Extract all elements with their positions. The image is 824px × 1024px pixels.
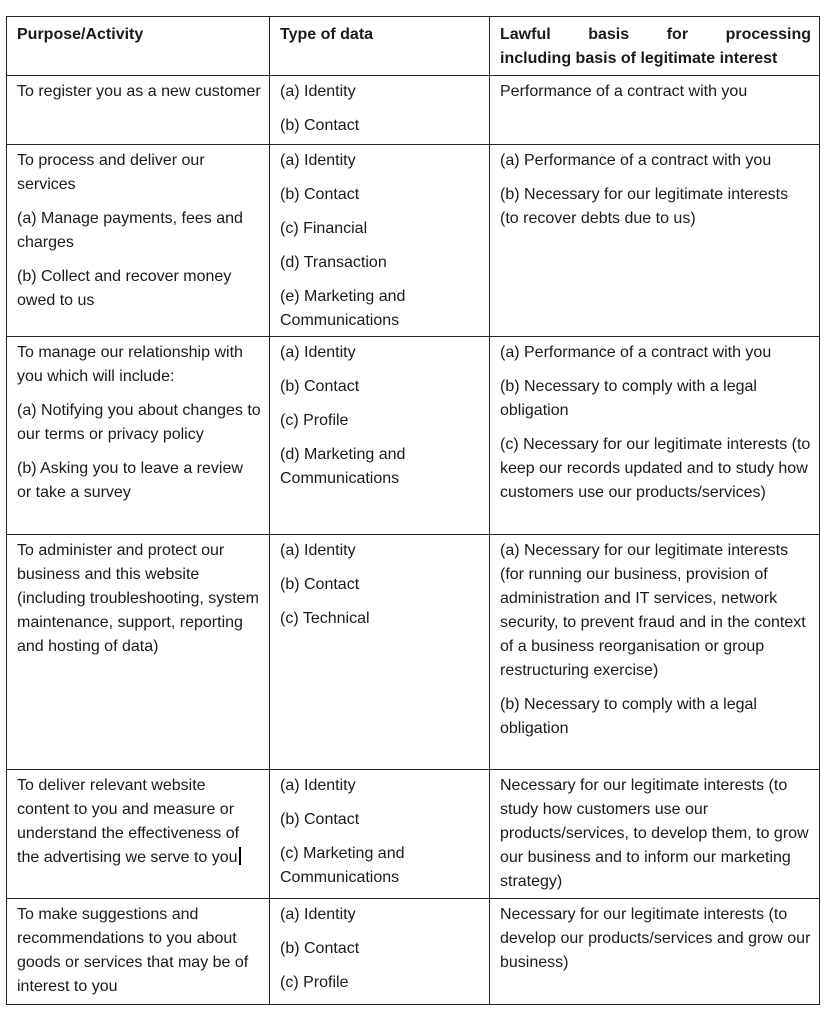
lawful-text: (b) Necessary for our legitimate interests (to recover debts due to us) xyxy=(500,186,789,227)
type-paragraph xyxy=(280,774,481,798)
type-paragraph xyxy=(280,285,481,333)
header-purpose: Purpose/Activity xyxy=(7,17,270,76)
header-lawful-line1: Lawful basis for processing xyxy=(500,26,811,43)
purpose-text: To register you as a new customer xyxy=(17,83,261,100)
cell-purpose xyxy=(7,770,270,899)
cell-purpose xyxy=(7,145,270,337)
header-type: Type of data xyxy=(270,17,490,76)
lawful-paragraph xyxy=(500,693,811,741)
type-paragraph xyxy=(280,341,481,365)
cell-lawful xyxy=(490,76,820,145)
lawful-paragraph xyxy=(500,375,811,423)
type-paragraph xyxy=(280,251,481,275)
type-paragraph xyxy=(280,937,481,961)
purpose-paragraph xyxy=(17,341,261,389)
type-text: (c) Marketing and Communications xyxy=(280,845,405,886)
purpose-paragraph xyxy=(17,207,261,255)
lawful-text: Performance of a contract with you xyxy=(500,83,748,100)
type-text: (d) Transaction xyxy=(280,254,387,271)
header-lawful-basis xyxy=(490,17,820,76)
lawful-text: (b) Necessary to comply with a legal obligation xyxy=(500,378,757,419)
lawful-paragraph xyxy=(500,80,811,104)
type-text: (b) Contact xyxy=(280,186,360,203)
type-paragraph xyxy=(280,971,481,995)
header-row xyxy=(7,17,820,76)
purpose-text: To manage our relationship with you which will include: xyxy=(17,344,243,385)
purpose-text: To make suggestions and recommendations to you about goods or services that may be of interest to you xyxy=(17,906,249,995)
cell-purpose xyxy=(7,899,270,1005)
type-paragraph xyxy=(280,573,481,597)
type-paragraph xyxy=(280,607,481,631)
type-text: (c) Financial xyxy=(280,220,368,237)
table-row xyxy=(7,145,820,337)
purpose-text: To deliver relevant website content to you and measure or understand the effectiveness of the advertising we serve to you xyxy=(17,777,240,866)
purpose-paragraph xyxy=(17,457,261,505)
cell-purpose xyxy=(7,535,270,770)
type-text: (a) Identity xyxy=(280,152,356,169)
type-text: (d) Marketing and Communications xyxy=(280,446,406,487)
purpose-text: (b) Collect and recover money owed to us xyxy=(17,268,232,309)
purpose-paragraph xyxy=(17,265,261,313)
lawful-text: (a) Performance of a contract with you xyxy=(500,152,772,169)
cell-lawful xyxy=(490,770,820,899)
type-text: (c) Profile xyxy=(280,974,349,991)
purpose-paragraph xyxy=(17,774,261,870)
type-paragraph xyxy=(280,149,481,173)
type-paragraph xyxy=(280,375,481,399)
type-paragraph xyxy=(280,903,481,927)
type-paragraph xyxy=(280,842,481,890)
lawful-text: (a) Necessary for our legitimate interests (for running our business, provision of administration and IT services, network security, to prevent fraud and in the context of a business reorganisation or group restructuring exercise) xyxy=(500,542,806,679)
cell-type xyxy=(270,899,490,1005)
purpose-text: (a) Manage payments, fees and charges xyxy=(17,210,243,251)
type-text: (a) Identity xyxy=(280,344,356,361)
type-text: (c) Profile xyxy=(280,412,349,429)
purpose-paragraph xyxy=(17,399,261,447)
type-paragraph xyxy=(280,217,481,241)
lawful-text: Necessary for our legitimate interests (to study how customers use our products/services, to develop them, to grow our business and to inform our marketing strategy) xyxy=(500,777,809,890)
purpose-paragraph xyxy=(17,539,261,659)
lawful-paragraph xyxy=(500,183,811,231)
type-paragraph xyxy=(280,183,481,207)
table-row xyxy=(7,899,820,1005)
purpose-text: To administer and protect our business and this website (including troubleshooting, system maintenance, support, reporting and hosting of data) xyxy=(17,542,259,655)
purpose-paragraph xyxy=(17,903,261,999)
type-text: (a) Identity xyxy=(280,83,356,100)
lawful-paragraph xyxy=(500,774,811,894)
cell-type xyxy=(270,76,490,145)
type-paragraph xyxy=(280,409,481,433)
type-text: (b) Contact xyxy=(280,117,360,134)
cell-lawful xyxy=(490,337,820,535)
table-row xyxy=(7,770,820,899)
cell-type xyxy=(270,770,490,899)
type-text: (a) Identity xyxy=(280,906,356,923)
cell-type xyxy=(270,145,490,337)
cell-type xyxy=(270,337,490,535)
purpose-text: (b) Asking you to leave a review or take a survey xyxy=(17,460,243,501)
type-paragraph xyxy=(280,443,481,491)
purpose-paragraph xyxy=(17,80,261,104)
cell-lawful xyxy=(490,535,820,770)
type-text: (e) Marketing and Communications xyxy=(280,288,406,329)
type-text: (a) Identity xyxy=(280,542,356,559)
table-row xyxy=(7,535,820,770)
purpose-paragraph xyxy=(17,149,261,197)
lawful-text: (b) Necessary to comply with a legal obligation xyxy=(500,696,757,737)
type-text: (b) Contact xyxy=(280,576,360,593)
type-paragraph xyxy=(280,539,481,563)
text-cursor xyxy=(239,847,241,865)
lawful-paragraph xyxy=(500,539,811,683)
type-text: (b) Contact xyxy=(280,378,360,395)
cell-lawful xyxy=(490,899,820,1005)
type-text: (b) Contact xyxy=(280,811,360,828)
lawful-text: Necessary for our legitimate interests (to develop our products/services and grow our business) xyxy=(500,906,811,971)
type-text: (a) Identity xyxy=(280,777,356,794)
lawful-paragraph xyxy=(500,149,811,173)
lawful-text: (a) Performance of a contract with you xyxy=(500,344,772,361)
type-text: (c) Technical xyxy=(280,610,370,627)
cell-lawful xyxy=(490,145,820,337)
lawful-paragraph xyxy=(500,341,811,365)
lawful-paragraph xyxy=(500,903,811,975)
type-paragraph xyxy=(280,80,481,104)
cell-type xyxy=(270,535,490,770)
cell-purpose xyxy=(7,337,270,535)
table-row xyxy=(7,76,820,145)
purpose-text: To process and deliver our services xyxy=(17,152,205,193)
header-lawful-line2: including basis of legitimate interest xyxy=(500,50,778,67)
cell-purpose xyxy=(7,76,270,145)
type-text: (b) Contact xyxy=(280,940,360,957)
lawful-basis-table xyxy=(6,16,820,1005)
table-row xyxy=(7,337,820,535)
lawful-paragraph xyxy=(500,433,811,505)
type-paragraph xyxy=(280,114,481,138)
lawful-text: (c) Necessary for our legitimate interests (to keep our records updated and to study how customers use our products/services) xyxy=(500,436,811,501)
type-paragraph xyxy=(280,808,481,832)
purpose-text: (a) Notifying you about changes to our terms or privacy policy xyxy=(17,402,261,443)
